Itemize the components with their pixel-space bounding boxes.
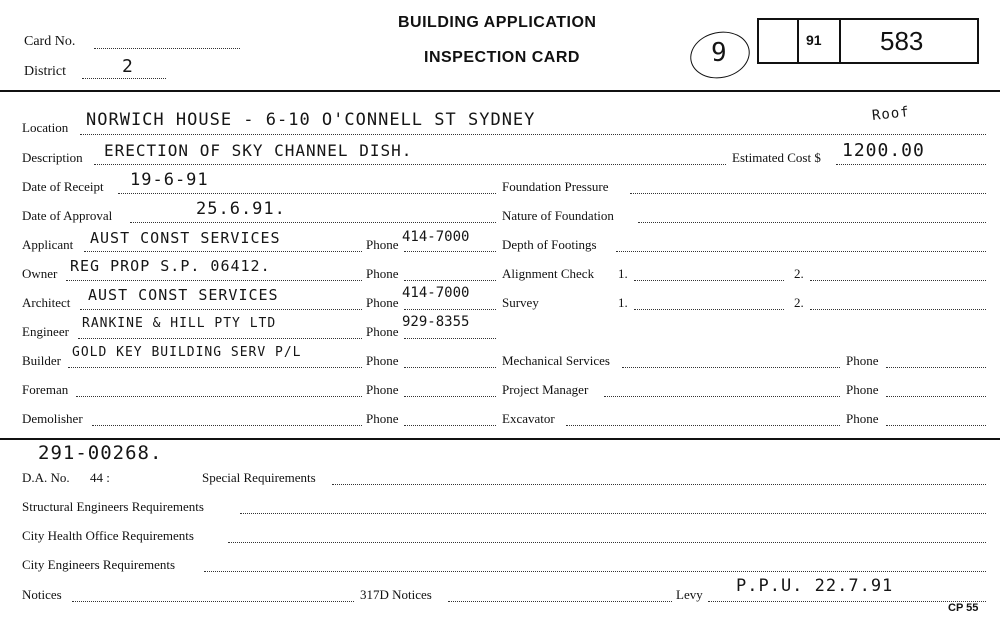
location-label: Location xyxy=(22,120,69,135)
estimated-cost-value: 1200.00 xyxy=(842,140,925,161)
engineer-phone-value: 929-8355 xyxy=(402,314,470,330)
special-requirements-line xyxy=(332,484,986,485)
applicant-value: AUST CONST SERVICES xyxy=(90,229,281,247)
builder-value: GOLD KEY BUILDING SERV P/L xyxy=(72,345,302,360)
estimated-cost-label: Estimated Cost $ xyxy=(732,150,821,165)
estimated-cost-line xyxy=(836,164,986,165)
project-manager-line xyxy=(604,396,840,397)
description-line xyxy=(94,164,726,165)
alignment-check-2: 2. xyxy=(794,266,804,281)
date-of-receipt-value: 19-6-91 xyxy=(130,170,209,190)
builder-label: Builder xyxy=(22,353,61,368)
architect-label: Architect xyxy=(22,295,71,310)
alignment-check-2-line xyxy=(810,280,986,281)
excavator-phone-label: Phone xyxy=(846,411,879,426)
description-value: ERECTION OF SKY CHANNEL DISH. xyxy=(104,141,413,160)
survey-2: 2. xyxy=(794,295,804,310)
blank-box xyxy=(759,20,799,62)
notices-label: Notices xyxy=(22,587,62,602)
foreman-line xyxy=(76,396,362,397)
city-engineers-label: City Engineers Requirements xyxy=(22,557,176,572)
demolisher-label: Demolisher xyxy=(22,411,83,426)
depth-of-footings-label: Depth of Footings xyxy=(502,237,597,252)
applicant-phone-label: Phone xyxy=(366,237,399,252)
form-title-line2: INSPECTION CARD xyxy=(424,49,580,66)
location-note: Roof xyxy=(871,104,911,124)
owner-phone-label: Phone xyxy=(366,266,399,281)
city-health-line xyxy=(228,542,986,543)
nature-of-foundation-line xyxy=(638,222,986,223)
district-line xyxy=(82,78,166,79)
district-value: 2 xyxy=(122,56,134,77)
builder-line xyxy=(68,367,362,368)
special-requirements-label: Special Requirements xyxy=(202,470,316,485)
survey-1-line xyxy=(634,309,784,310)
alignment-check-1-line xyxy=(634,280,784,281)
levy-label: Levy xyxy=(676,587,703,602)
city-engineers-line xyxy=(204,571,986,572)
alignment-check-1: 1. xyxy=(618,266,628,281)
demolisher-line xyxy=(92,425,362,426)
card-number-boxes xyxy=(757,18,979,64)
description-label: Description xyxy=(22,150,83,165)
owner-phone-line xyxy=(404,280,496,281)
builder-phone-label: Phone xyxy=(366,353,399,368)
architect-line xyxy=(80,309,362,310)
date-of-approval-value: 25.6.91. xyxy=(196,199,286,219)
notices-line xyxy=(72,601,354,602)
alignment-check-label: Alignment Check xyxy=(502,266,595,281)
district-label: District xyxy=(24,64,66,79)
architect-value: AUST CONST SERVICES xyxy=(88,286,279,304)
applicant-phone-value: 414-7000 xyxy=(402,229,470,245)
location-line xyxy=(80,134,986,135)
city-health-label: City Health Office Requirements xyxy=(22,528,194,543)
mechanical-services-line xyxy=(622,367,840,368)
foreman-phone-label: Phone xyxy=(366,382,399,397)
da-number-value: 44 : xyxy=(90,470,110,485)
owner-label: Owner xyxy=(22,266,58,281)
owner-line xyxy=(66,280,362,281)
foundation-pressure-label: Foundation Pressure xyxy=(502,179,609,194)
mechanical-services-phone-label: Phone xyxy=(846,353,879,368)
foreman-label: Foreman xyxy=(22,382,69,397)
levy-line xyxy=(708,601,986,602)
circled-number-value: 9 xyxy=(711,38,728,68)
project-manager-label: Project Manager xyxy=(502,382,589,397)
architect-phone-label: Phone xyxy=(366,295,399,310)
levy-value: P.P.U. 22.7.91 xyxy=(736,576,894,596)
project-manager-phone-line xyxy=(886,396,986,397)
demolisher-phone-label: Phone xyxy=(366,411,399,426)
lower-rule xyxy=(0,438,1000,440)
card-number-value: 583 xyxy=(880,26,924,56)
date-of-approval-line xyxy=(130,222,496,223)
mechanical-services-phone-line xyxy=(886,367,986,368)
317d-notices-line xyxy=(448,601,672,602)
year-box-value: 91 xyxy=(806,32,822,48)
form-code: CP 55 xyxy=(948,602,979,614)
structural-engineers-label: Structural Engineers Requirements xyxy=(22,499,204,514)
survey-2-line xyxy=(810,309,986,310)
date-of-approval-label: Date of Approval xyxy=(22,208,113,223)
applicant-label: Applicant xyxy=(22,237,74,252)
date-of-receipt-line xyxy=(118,193,496,194)
date-of-receipt-label: Date of Receipt xyxy=(22,179,104,194)
mechanical-services-label: Mechanical Services xyxy=(502,353,610,368)
architect-phone-line xyxy=(404,309,496,310)
applicant-phone-line xyxy=(404,251,496,252)
header-rule xyxy=(0,90,1000,92)
engineer-value: RANKINE & HILL PTY LTD xyxy=(82,316,277,331)
depth-of-footings-line xyxy=(616,251,986,252)
317d-notices-label: 317D Notices xyxy=(360,587,432,602)
owner-value: REG PROP S.P. 06412. xyxy=(70,257,271,275)
card-no-label: Card No. xyxy=(24,34,76,49)
da-number-label: D.A. No. xyxy=(22,470,70,485)
excavator-label: Excavator xyxy=(502,411,555,426)
engineer-label: Engineer xyxy=(22,324,69,339)
builder-phone-line xyxy=(404,367,496,368)
architect-phone-value: 414-7000 xyxy=(402,285,470,301)
excavator-phone-line xyxy=(886,425,986,426)
form-title-line1: BUILDING APPLICATION xyxy=(398,14,597,31)
survey-1: 1. xyxy=(618,295,628,310)
demolisher-phone-line xyxy=(404,425,496,426)
nature-of-foundation-label: Nature of Foundation xyxy=(502,208,614,223)
engineer-phone-line xyxy=(404,338,496,339)
project-manager-phone-label: Phone xyxy=(846,382,879,397)
excavator-line xyxy=(566,425,840,426)
card-no-line xyxy=(94,48,240,49)
reference-number: 291-00268. xyxy=(38,442,163,464)
location-value: NORWICH HOUSE - 6-10 O'CONNELL ST SYDNEY xyxy=(86,110,536,130)
foreman-phone-line xyxy=(404,396,496,397)
engineer-phone-label: Phone xyxy=(366,324,399,339)
applicant-line xyxy=(84,251,362,252)
structural-engineers-line xyxy=(240,513,986,514)
foundation-pressure-line xyxy=(630,193,986,194)
survey-label: Survey xyxy=(502,295,539,310)
engineer-line xyxy=(78,338,362,339)
